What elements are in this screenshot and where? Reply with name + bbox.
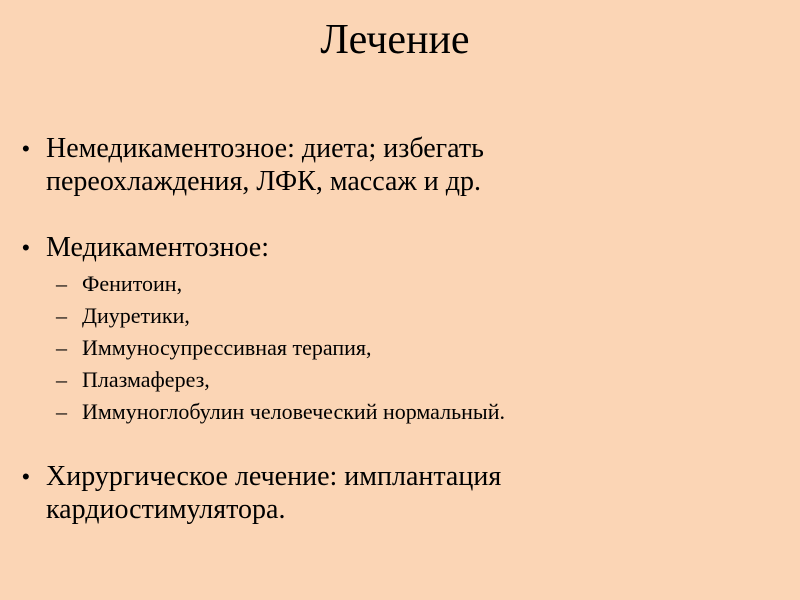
drug-sublist <box>22 268 782 428</box>
sublist-item-plasmapheresis <box>22 364 782 396</box>
sublist-item-immunoglobulin <box>22 396 782 428</box>
dash-marker: – <box>56 367 67 392</box>
bullet-marker: • <box>22 235 30 260</box>
bullet-non-drug-treatment <box>22 132 782 198</box>
sublist-item-text: Фенитоин, <box>82 271 183 296</box>
bullet-text-line: Немедикаментозное: диета; избегать <box>46 133 484 164</box>
sublist-item-immunosuppressive <box>22 332 782 364</box>
bullet-text-line: переохлаждения, ЛФК, массаж и др. <box>46 166 481 197</box>
dash-marker: – <box>56 335 67 360</box>
sublist-item-text: Плазмаферез, <box>82 367 210 392</box>
dash-marker: – <box>56 303 67 328</box>
bullet-marker: • <box>22 136 30 161</box>
bullet-list <box>22 132 782 526</box>
sublist-item-diuretics <box>22 300 782 332</box>
bullet-drug-treatment <box>22 231 782 264</box>
bullet-surgical-treatment <box>22 460 782 526</box>
bullet-text-line: Хирургическое лечение: имплантация <box>46 461 502 492</box>
sublist-item-phenytoin <box>22 268 782 300</box>
dash-marker: – <box>56 271 67 296</box>
sublist-item-text: Иммуноглобулин человеческий нормальный. <box>82 399 505 424</box>
sublist-item-text: Диуретики, <box>82 303 190 328</box>
bullet-marker: • <box>22 464 30 489</box>
slide-title: Лечение <box>320 17 470 63</box>
bullet-text-line: Медикаментозное: <box>46 232 270 263</box>
dash-marker: – <box>56 399 67 424</box>
sublist-item-text: Иммуносупрессивная терапия, <box>82 335 372 360</box>
bullet-text-line: кардиостимулятора. <box>46 494 286 525</box>
